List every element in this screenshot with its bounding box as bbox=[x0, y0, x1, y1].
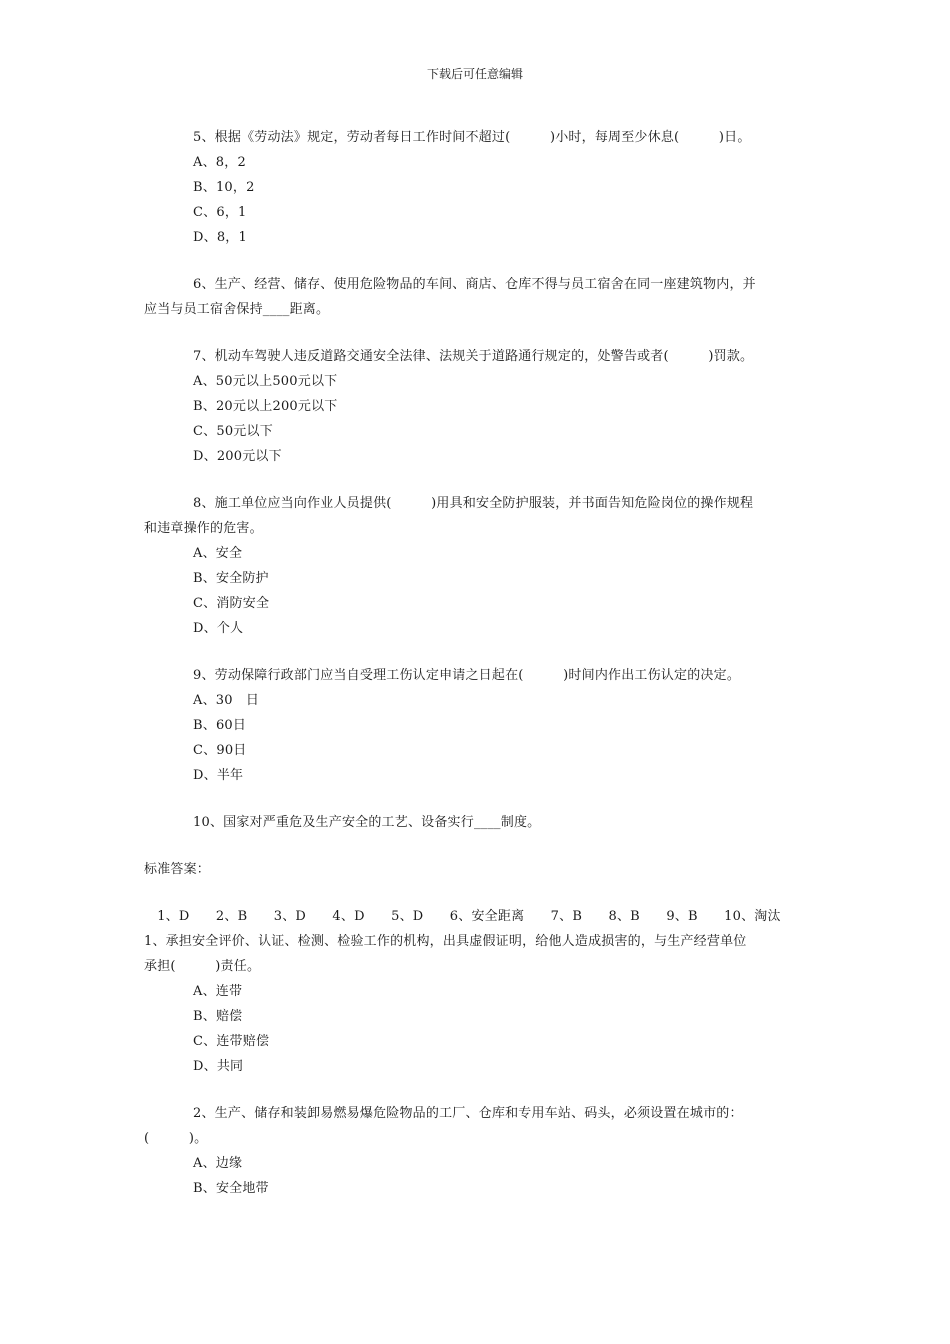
text-line-q8-b: B、安全防护 bbox=[193, 571, 269, 586]
text-line-q9-stem: 9、劳动保障行政部门应当自受理工伤认定申请之日起在( )时间内作出工伤认定的决定。 bbox=[193, 668, 741, 683]
text-line-q5-c: C、6，1 bbox=[193, 205, 247, 220]
text-line-q5-a: A、8，2 bbox=[193, 155, 246, 170]
text-line-n1-b: B、赔偿 bbox=[193, 1009, 243, 1024]
answers-list: 1、D 2、B 3、D 4、D 5、D 6、安全距离 7、B 8、B 9、B 10、淘汰 bbox=[144, 909, 781, 924]
text-line-n1-d: D、共同 bbox=[193, 1059, 244, 1074]
text-line-q7-b: B、20元以上200元以下 bbox=[193, 399, 338, 414]
text-line-q9-d: D、半年 bbox=[193, 768, 244, 783]
text-line-q8-c: C、消防安全 bbox=[193, 596, 270, 611]
text-line-n1-stem-2: 承担( )责任。 bbox=[144, 959, 261, 974]
text-line-n2-stem-1: 2、生产、储存和装卸易燃易爆危险物品的工厂、仓库和专用车站、码头，必须设置在城市的： bbox=[193, 1106, 743, 1121]
text-line-n2-a: A、边缘 bbox=[193, 1156, 243, 1171]
text-line-q9-a: A、30 日 bbox=[193, 693, 260, 708]
text-line-q8-d: D、个人 bbox=[193, 621, 244, 636]
text-line-q7-d: D、200元以下 bbox=[193, 449, 282, 464]
text-line-n1-a: A、连带 bbox=[193, 984, 243, 999]
text-line-q10-stem: 10、国家对严重危及生产安全的工艺、设备实行____制度。 bbox=[193, 815, 541, 830]
text-line-q8-stem-2: 和违章操作的危害。 bbox=[144, 521, 263, 536]
text-line-n2-stem-2: ( )。 bbox=[144, 1131, 208, 1146]
text-line-q9-b: B、60日 bbox=[193, 718, 247, 733]
answers-title: 标准答案： bbox=[144, 862, 211, 877]
text-line-q5-stem: 5、根据《劳动法》规定，劳动者每日工作时间不超过( )小时，每周至少休息( )日。 bbox=[193, 130, 751, 145]
text-line-q7-a: A、50元以上500元以下 bbox=[193, 374, 338, 389]
text-line-n1-c: C、连带赔偿 bbox=[193, 1034, 270, 1049]
text-line-q8-a: A、安全 bbox=[193, 546, 243, 561]
text-line-q7-stem: 7、机动车驾驶人违反道路交通安全法律、法规关于道路通行规定的，处警告或者( )罚款。 bbox=[193, 349, 754, 364]
text-line-q5-b: B、10，2 bbox=[193, 180, 255, 195]
text-line-n1-stem-1: 1、承担安全评价、认证、检测、检验工作的机构，出具虚假证明，给他人造成损害的，与生产经营单位 bbox=[144, 934, 747, 949]
page-header: 下载后可任意编辑 bbox=[426, 67, 523, 81]
text-line-n2-b: B、安全地带 bbox=[193, 1181, 269, 1196]
text-line-q9-c: C、90日 bbox=[193, 743, 247, 758]
text-line-q6-stem-1: 6、生产、经营、储存、使用危险物品的车间、商店、仓库不得与员工宿舍在同一座建筑物内，并 bbox=[193, 277, 756, 292]
text-line-q5-d: D、8，1 bbox=[193, 230, 247, 245]
text-line-q7-c: C、50元以下 bbox=[193, 424, 273, 439]
text-line-q8-stem-1: 8、施工单位应当向作业人员提供( )用具和安全防护服装，并书面告知危险岗位的操作规程 bbox=[193, 496, 754, 511]
text-line-q6-stem-2: 应当与员工宿舍保持____距离。 bbox=[144, 302, 330, 317]
